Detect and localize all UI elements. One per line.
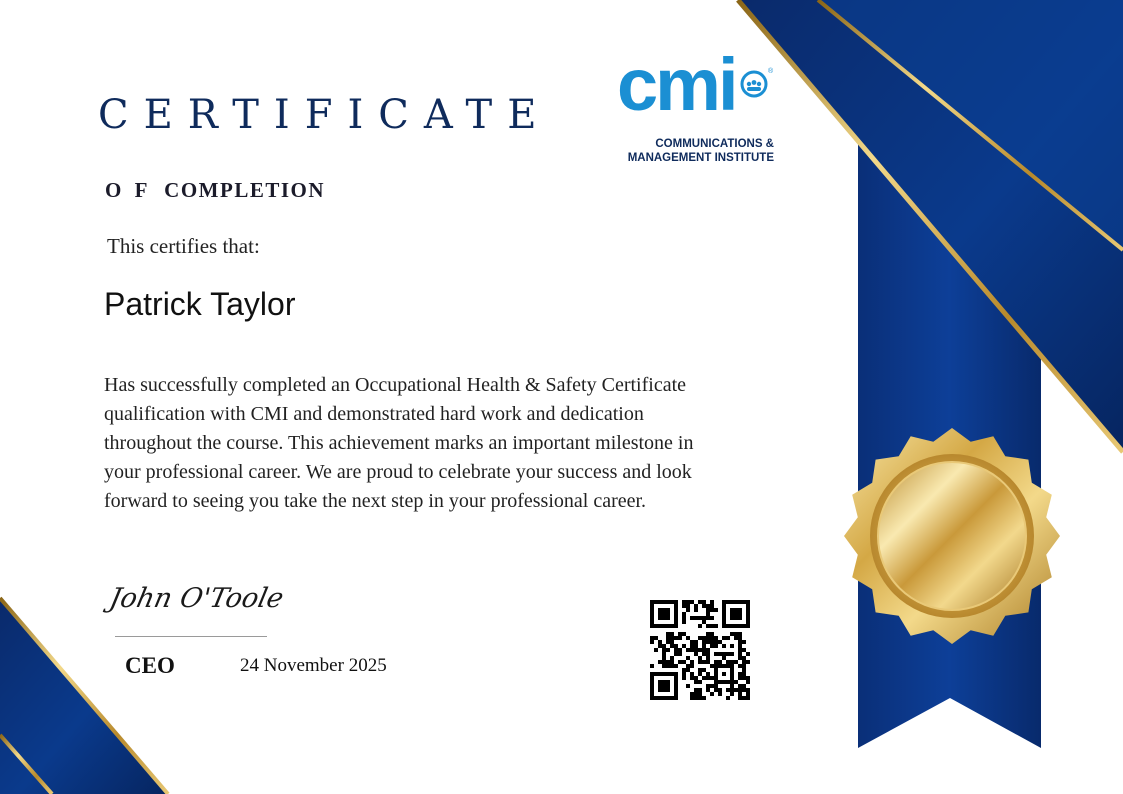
signature-line [115,636,267,637]
gold-seal-icon [843,427,1061,645]
certificate-subtitle [105,178,325,203]
signer-role: CEO [125,653,175,678]
subtitle-of: O F [105,178,152,202]
issue-date: 24 November 2025 [240,655,387,676]
recipient-name: Patrick Taylor [104,286,296,322]
logo-subtitle [612,137,774,165]
certifies-intro: This certifies that: [107,234,260,258]
signature: John O'Toole [106,583,287,614]
cmi-logo [612,43,780,170]
logo-wordmark: cmi [617,43,736,126]
certificate-body: Has successfully completed an Occupational Health & Safety Certificate qualification with CMI and demonstrated hard work and dedication throughout the course. This achievement marks an important milestone in your professional career. We are proud to celebrate your success and look forward to seeing you take the next step in your professional career. [104,374,694,512]
seal-center [878,462,1026,610]
subtitle-completion: COMPLETION [164,178,326,202]
registered-mark: ® [768,68,774,75]
certificate-title: CERTIFICATE [98,92,552,138]
logo-line-1: COMMUNICATIONS & [655,138,774,150]
qr-code-icon[interactable] [650,600,750,700]
people-icon [740,70,768,98]
logo-line-2: MANAGEMENT INSTITUTE [627,152,774,164]
